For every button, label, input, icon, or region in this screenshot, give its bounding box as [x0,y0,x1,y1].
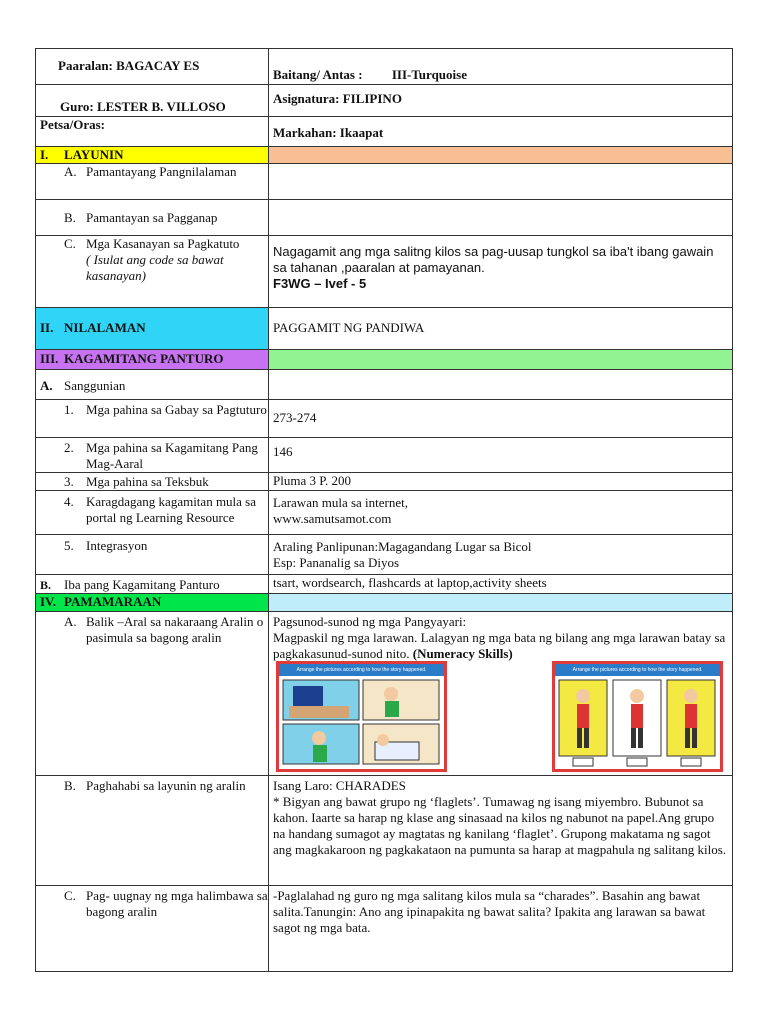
ref-1-value-cell [269,400,733,438]
story-scenes-illustration [279,676,444,769]
item-letter: B. [40,578,52,592]
teacher-label: Guro: LESTER B. VILLOSO [60,99,226,114]
grade-cell [269,49,733,85]
grade-value: III-Turquoise [391,67,467,82]
grade-label: Baitang/ Antas : [273,67,363,82]
item-letter: A. [64,614,77,629]
section-number: II. [40,320,54,335]
iba-pang-cell [36,575,269,594]
layunin-c-value: Nagagamit ang mga salitng kilos sa pag-uusap tungkol sa iba't ibang gawain sa tahanan ,paaralan at pamayanan. [273,244,714,275]
pamamaraan-c-value-cell [269,886,733,972]
layunin-b-label: Pamantayan sa Pagganap [86,210,218,225]
nilalaman-value-cell [269,308,733,350]
nilalaman-value: PAGGAMIT NG PANDIWA [273,320,425,335]
iba-pang-value: tsart, wordsearch, flashcards at laptop,activity sheets [273,575,547,590]
lesson-plan-table [35,48,733,972]
subject-cell [269,85,733,117]
section-kagamitan-header [36,350,269,370]
date-label: Petsa/Oras: [40,117,105,132]
teacher-cell [36,85,269,117]
section-kagamitan-fill [269,350,733,370]
item-letter: A. [64,164,77,179]
ref-2-value: 146 [273,444,293,459]
pamamaraan-a-text: Magpaskil ng mga larawan. Lalagyan ng mga bata ng bilang ang mga larawan batay sa pagkakasunud-sunod nito. [273,630,726,661]
ref-3-label: Mga pahina sa Teksbuk [86,474,209,489]
item-letter: C. [64,888,76,903]
pamamaraan-b-title: Isang Laro: CHARADES [273,778,406,793]
competency-code: F3WG – Ivef - 5 [273,276,367,291]
pamamaraan-c-cell [36,886,269,972]
date-cell [36,117,269,147]
item-letter: B. [64,210,76,225]
iba-pang-value-cell [269,575,733,594]
quarter-label: Markahan: Ikaapat [273,125,384,140]
ref-number: 3. [64,474,74,489]
pamamaraan-c-label: Pag- uugnay ng mga halimbawa sa bagong aralin [86,888,268,919]
ref-number: 5. [64,538,74,553]
sanggunian-label: Sanggunian [64,378,126,393]
ref-5-value-line1: Araling Panlipunan:Magagandang Lugar sa Bicol [273,539,532,554]
ref-number: 1. [64,402,74,417]
ref-number: 2. [64,440,74,455]
layunin-a-value [269,164,733,200]
picture-caption: Arrange the pictures according to how the story happened. [279,664,444,676]
section-number: III. [40,351,59,366]
ref-4-value-line2: www.samutsamot.com [273,511,392,526]
picture-caption: Arrange the pictures according to how the story happened. [555,664,720,676]
layunin-c-note: ( Isulat ang code sa bawat kasanayan) [86,252,224,283]
ref-4-value-cell [269,491,733,535]
pamamaraan-a-cell [36,612,269,776]
section-title: NILALAMAN [64,320,146,335]
ref-number: 4. [64,494,74,509]
section-title: KAGAMITANG PANTURO [64,351,224,366]
quarter-cell [269,117,733,147]
layunin-c-label: Mga Kasanayan sa Pagkatuto [86,236,240,251]
section-number: IV. [40,594,57,609]
section-title: LAYUNIN [64,147,124,162]
story-sequence-picture-1 [276,661,447,772]
ref-2-cell [36,438,269,473]
school-label: Paaralan: BAGACAY ES [58,58,200,73]
pamamaraan-b-text: * Bigyan ang bawat grupo ng ‘flaglets’. Tumawag ng isang miyembro. Bubunot sa kahon. Iaarte sa harap ng klase ang sinasaad na kilos ng nabunot na papel.Ang grupo na handang sumagot ay magtatas ng kanilang ‘flaglet’. Grupong makatama ng sagot ang magkakaroon ng pagkakataon na pumunta sa harap at magpahula ng salitang kilos. [273,794,727,857]
section-pamamaraan-fill [269,594,733,612]
section-pamamaraan-header [36,594,269,612]
layunin-c-value-cell [269,236,733,308]
pamamaraan-c-text: -Paglalahad ng guro ng mga salitang kilos mula sa “charades”. Basahin ang bawat salita.Tanungin: Ano ang ipinapakita ng bawat salita? Ipakita ang larawan sa bawat sagot ng mga bata. [273,888,706,935]
ref-5-label: Integrasyon [86,538,148,553]
ref-5-value-cell [269,535,733,575]
item-letter: C. [64,236,76,251]
ref-2-label: Mga pahina sa Kagamitang Pang Mag-Aaral [86,440,258,471]
item-letter: B. [64,778,76,793]
pamamaraan-b-value-cell [269,776,733,886]
pamamaraan-b-cell [36,776,269,886]
ref-3-cell [36,473,269,491]
sanggunian-cell [36,370,269,400]
school-cell [36,49,269,85]
item-letter: A. [40,378,53,393]
iba-pang-label: Iba pang Kagamitang Panturo [64,577,220,592]
layunin-b-cell [36,200,269,236]
section-layunin-fill [269,147,733,164]
story-sequence-picture-2 [552,661,723,772]
ref-4-value-line1: Larawan mula sa internet, [273,495,408,510]
pamamaraan-a-label: Balik –Aral sa nakaraang Aralin o pasimula sa bagong aralin [86,614,264,645]
section-layunin-header [36,147,269,164]
ref-3-value-cell [269,473,733,491]
subject-label: Asignatura: FILIPINO [273,91,402,106]
layunin-a-label: Pamantayang Pangnilalaman [86,164,237,179]
ref-5-value-line2: Esp: Pananalig sa Diyos [273,555,400,570]
ref-4-cell [36,491,269,535]
ref-1-cell [36,400,269,438]
numeracy-skills-label: (Numeracy Skills) [412,646,513,661]
section-number: I. [40,147,49,162]
pamamaraan-a-title: Pagsunod-sunod ng mga Pangyayari: [273,614,467,629]
ref-5-cell [36,535,269,575]
story-scenes-illustration [555,676,720,769]
layunin-c-cell [36,236,269,308]
pamamaraan-b-label: Paghahabi sa layunin ng aralin [86,778,246,793]
section-title: PAMAMARAAN [64,594,162,609]
ref-3-value: Pluma 3 P. 200 [273,473,352,488]
ref-1-label: Mga pahina sa Gabay sa Pagtuturo [86,402,267,417]
layunin-a-cell [36,164,269,200]
ref-2-value-cell [269,438,733,473]
ref-1-value: 273-274 [273,410,317,425]
layunin-b-value [269,200,733,236]
sanggunian-value [269,370,733,400]
ref-4-label: Karagdagang kagamitan mula sa portal ng Learning Resource [86,494,257,525]
section-nilalaman-header [36,308,269,350]
